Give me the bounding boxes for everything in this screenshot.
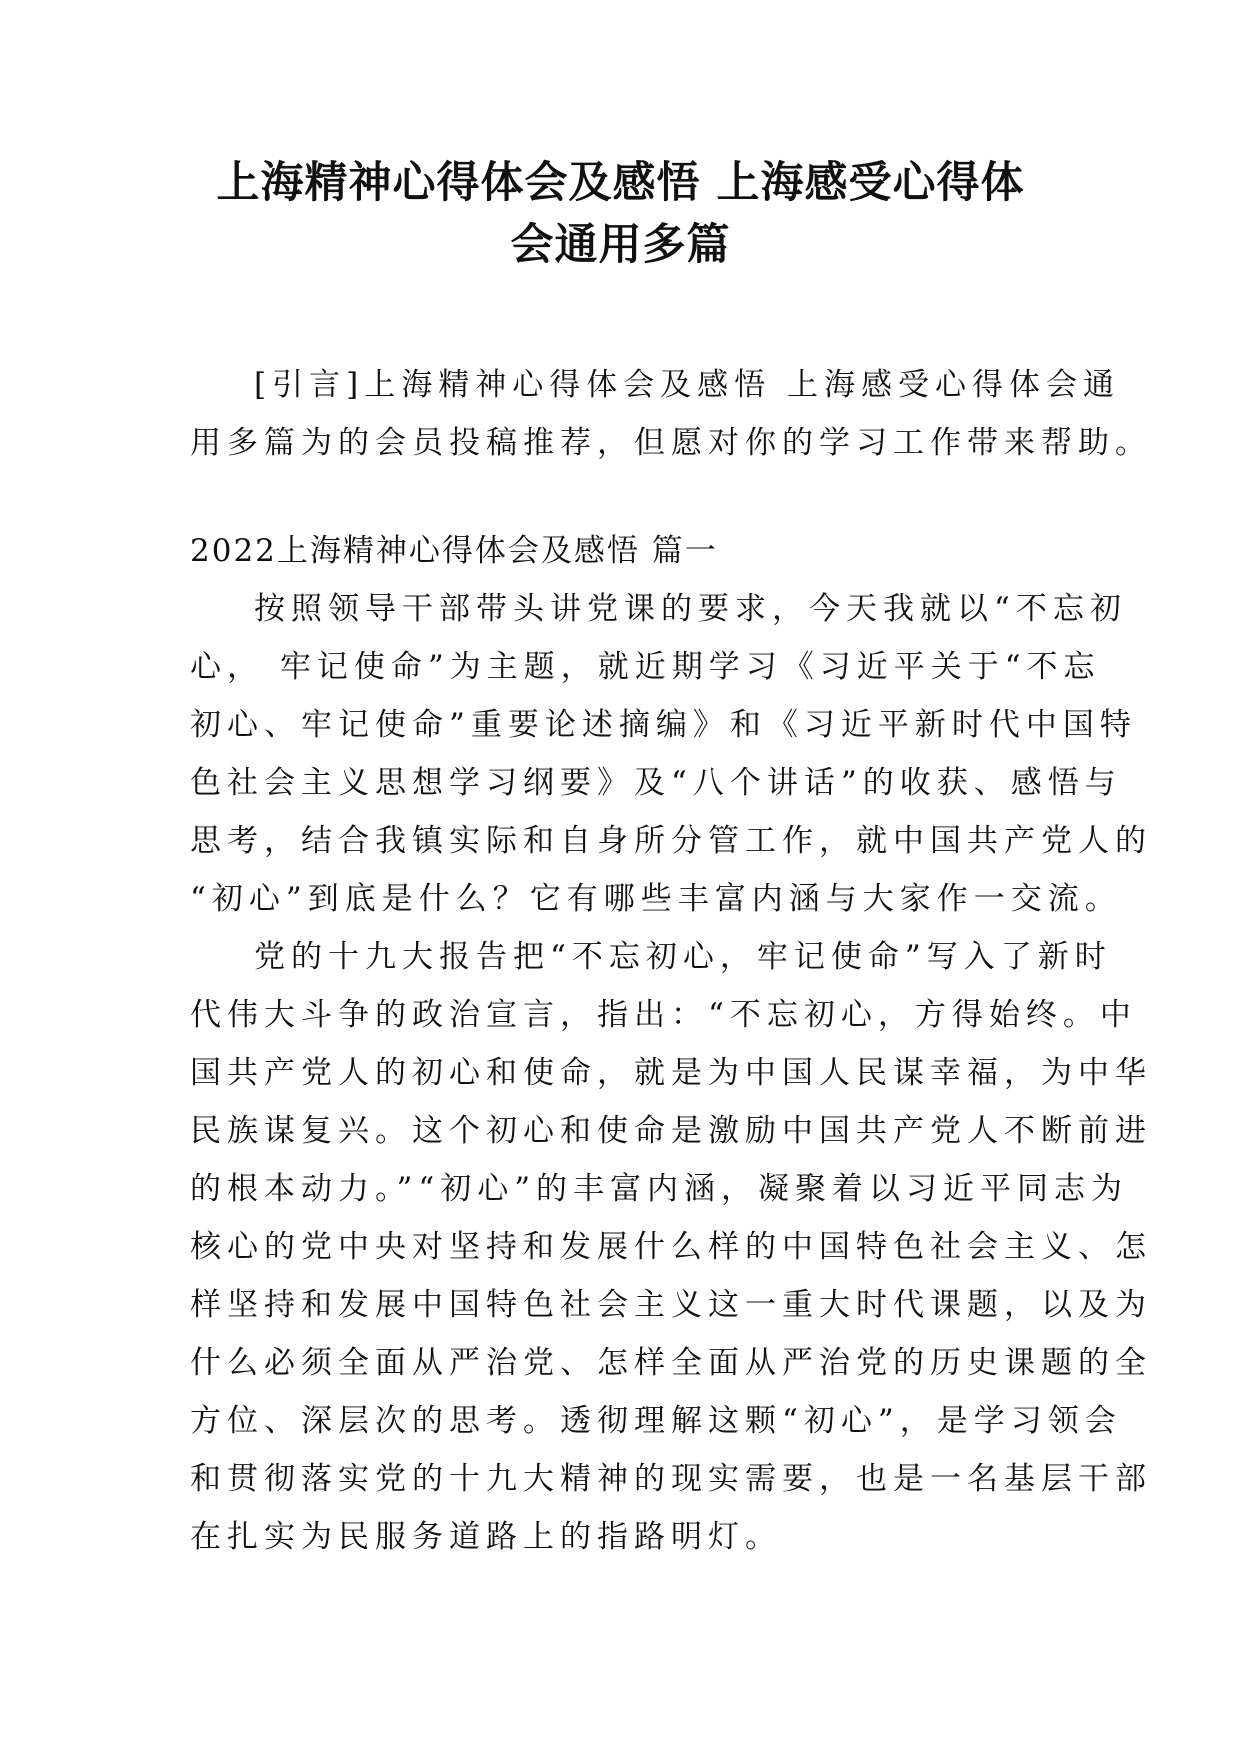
paragraph-line: 按照领导干部带头讲党课的要求，今天我就以“不忘初 [254, 591, 1127, 627]
paragraph-line: 核心的党中央对坚持和发展什么样的中国特色社会主义、怎 [190, 1229, 1152, 1265]
intro-line: [引言]上海精神心得体会及感悟 上海感受心得体会通 [254, 367, 1121, 403]
paragraph-line: 思考，结合我镇实际和自身所分管工作，就中国共产党人的 [190, 823, 1152, 859]
paragraph-line: “初心”到底是什么？它有哪些丰富内涵与大家作一交流。 [190, 881, 1122, 917]
paragraph-line: 国共产党人的初心和使命，就是为中国人民谋幸福，为中华 [190, 1055, 1152, 1091]
paragraph-line: 的根本动力。”“初心”的丰富内涵，凝聚着以习近平同志为 [190, 1171, 1129, 1207]
paragraph-line: 样坚持和发展中国特色社会主义这一重大时代课题，以及为 [190, 1287, 1152, 1323]
title-line: 上海精神心得体会及感悟 上海感受心得体 [216, 158, 1025, 208]
paragraph-line: 党的十九大报告把“不忘初心，牢记使命”写入了新时 [254, 939, 1112, 975]
paragraph-line: 和贯彻落实党的十九大精神的现实需要，也是一名基层干部 [190, 1461, 1152, 1497]
paragraph-line: 在扎实为民服务道路上的指路明灯。 [190, 1519, 782, 1555]
document-title [150, 152, 1091, 276]
intro-line: 用多篇为的会员投稿推荐，但愿对你的学习工作带来帮助。 [190, 425, 1152, 461]
section-heading: 2022上海精神心得体会及感悟 篇一 [190, 533, 718, 569]
paragraph-line: 什么必须全面从严治党、怎样全面从严治党的历史课题的全 [190, 1345, 1152, 1381]
document-body [190, 356, 1152, 1566]
paragraph-2 [190, 928, 1152, 1566]
title-line: 会通用多篇 [510, 220, 731, 270]
intro-paragraph [190, 356, 1152, 472]
paragraph-1 [190, 580, 1152, 928]
paragraph-line: 民族谋复兴。这个初心和使命是激励中国共产党人不断前进 [190, 1113, 1152, 1149]
paragraph-line: 心， 牢记使命”为主题，就近期学习《习近平关于“不忘 [190, 649, 1101, 685]
paragraph-line: 方位、深层次的思考。透彻理解这颗“初心”，是学习领会 [190, 1403, 1122, 1439]
paragraph-line: 色社会主义思想学习纲要》及“八个讲话”的收获、感悟与 [190, 765, 1122, 801]
paragraph-line: 初心、牢记使命”重要论述摘编》和《习近平新时代中国特 [190, 707, 1137, 743]
paragraph-line: 代伟大斗争的政治宣言，指出：“不忘初心，方得始终。中 [190, 997, 1137, 1033]
